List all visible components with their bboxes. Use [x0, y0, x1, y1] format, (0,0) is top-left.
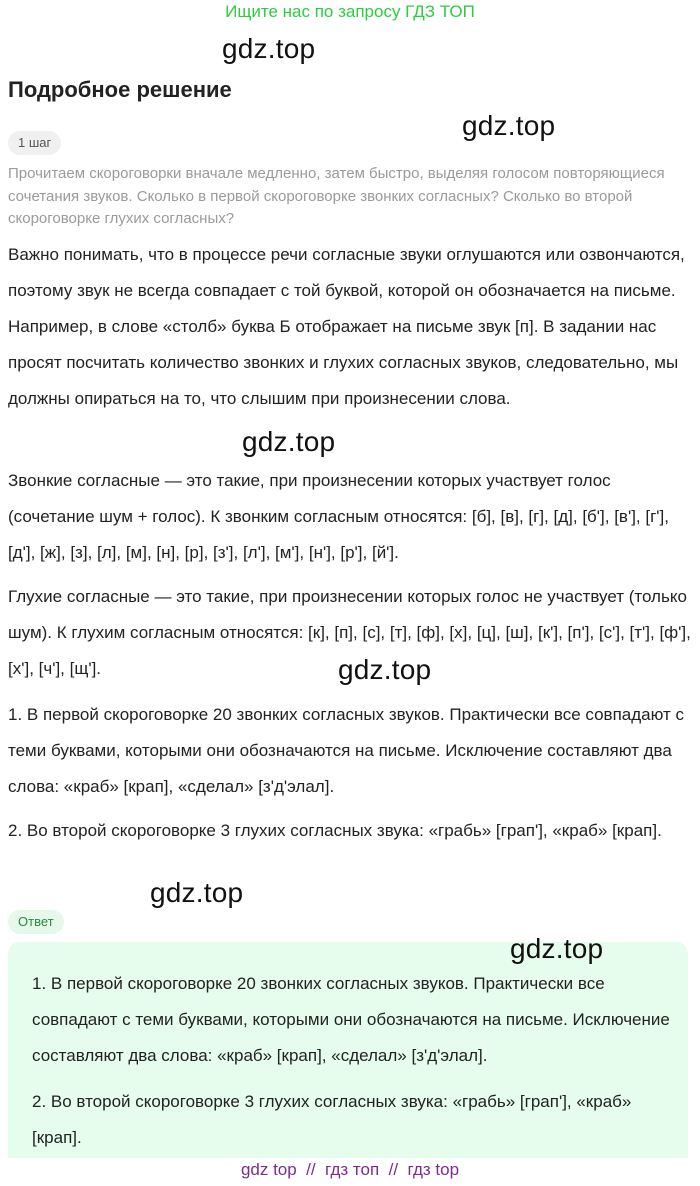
page-title: Подробное решение	[8, 77, 232, 102]
watermark: gdz.top	[462, 110, 556, 141]
watermark: gdz.top	[222, 33, 316, 64]
answer-paragraph-1: 1. В первой скороговорке 20 звонких согласных звуков. Практически все совпадают с теми буквами, которыми они обозначаются на письме. Исключение составляют два слова: «краб» [крап], «сделал» [з'д'элал].	[32, 974, 670, 1065]
answer-paragraph-2: 2. Во второй скороговорке 3 глухих согласных звука: «грабь» [грап'], «краб» [крап].	[32, 1092, 632, 1147]
watermark: gdz.top	[338, 654, 432, 685]
paragraph-voicing: Важно понимать, что в процессе речи согласные звуки оглушаются или озвончаются, поэтому звук не всегда совпадает с той буквой, которой он обозначается на письме. Например, в слове «столб» буква Б отображает на письме звук [п]. В задании нас просят посчитать количество звонких и глухих согласных звуков, следовательно, мы должны опираться на то, что слышим при произнесении слова.	[8, 245, 685, 408]
paragraph-result-2: 2. Во второй скороговорке 3 глухих согласных звука: «грабь» [грап'], «краб» [крап].	[8, 821, 662, 840]
paragraph-result-1: 1. В первой скороговорке 20 звонких согласных звуков. Практически все совпадают с теми буквами, которыми они обозначаются на письме. Исключение составляют два слова: «краб» [крап], «сделал» [з'д'элал].	[8, 705, 684, 796]
paragraph-voiced-consonants: Звонкие согласные — это такие, при произнесении которых участвует голос (сочетание шум + голос). К звонким согласным относятся: [б], [в], [г], [д], [б'], [в'], [г'], [д'], [ж], [з], [л], [м], [н], [р], [з'], [л'], [м'], [н'], [р'], [й'].	[8, 471, 669, 562]
footer-watermark: gdz top // гдз топ // гдз top	[240, 1160, 460, 1179]
watermark: gdz.top	[150, 877, 244, 908]
answer-badge: Ответ	[8, 910, 64, 934]
step-badge: 1 шаг	[8, 131, 61, 155]
watermark: gdz.top	[242, 426, 336, 457]
watermark: gdz.top	[510, 933, 604, 964]
search-hint-banner: Ищите нас по запросу ГДЗ ТОП	[225, 2, 475, 21]
task-text: Прочитаем скороговорки вначале медленно, затем быстро, выделяя голосом повторяющиеся сочетания звуков. Сколько в первой скороговорке звонких согласных? Сколько во второй скороговорке глухих согласных?	[8, 165, 665, 227]
paragraph-voiceless-consonants: Глухие согласные — это такие, при произнесении которых голос не участвует (только шум). К глухим согласным относятся: [к], [п], [с], [т], [ф], [х], [ц], [ш], [к'], [п'], [с'], [т'], [ф'], [х'], [ч'], [щ'].	[8, 587, 691, 678]
